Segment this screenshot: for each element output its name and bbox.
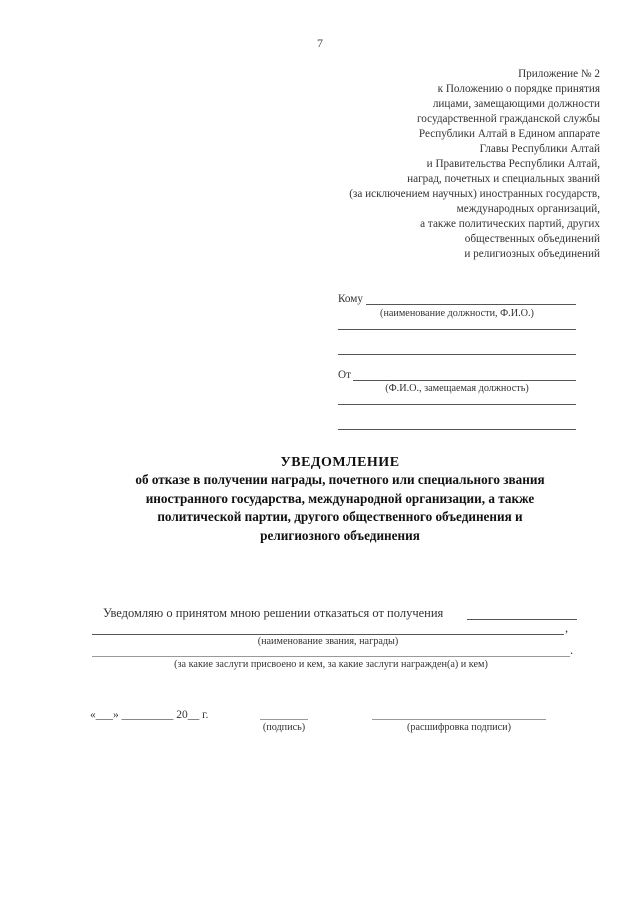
to-field-line-2[interactable] (338, 329, 576, 330)
from-label: От (338, 369, 351, 381)
signature-hint: (подпись) (262, 722, 306, 733)
body-period: . (570, 643, 574, 657)
title-sub-line: религиозного объединения (260, 527, 420, 543)
award-field-line[interactable] (467, 619, 577, 620)
appendix-line: наград, почетных и специальных званий (407, 173, 600, 185)
appendix-line: и Правительства Республики Алтай, (426, 158, 600, 170)
page-number: 7 (317, 36, 323, 50)
signature-decode-line[interactable] (372, 719, 546, 720)
from-field-line-2[interactable] (338, 404, 576, 405)
signature-decode-hint: (расшифровка подписи) (407, 722, 511, 733)
merits-field-line[interactable] (92, 656, 570, 657)
body-intro: Уведомляю о принятом мною решении отказаться от получения (103, 606, 444, 620)
appendix-line: международных организаций, (456, 203, 600, 215)
appendix-line: Приложение № 2 (518, 68, 600, 80)
appendix-line: общественных объединений (464, 233, 600, 245)
appendix-line: (за исключением научных) иностранных государств, (349, 188, 600, 200)
appendix-line: к Положению о порядке принятия (437, 83, 600, 95)
appendix-line: лицами, замещающими должности (432, 98, 600, 110)
to-hint: (наименование должности, Ф.И.О.) (380, 308, 534, 319)
from-field-line-3[interactable] (338, 429, 576, 430)
merits-hint: (за какие заслуги присвоено и кем, за какие заслуги награжден(а) и кем) (174, 659, 488, 670)
title-sub-line: об отказе в получении награды, почетного или специального звания (135, 472, 545, 487)
document-title (80, 455, 600, 545)
award-field-line-2[interactable] (92, 634, 564, 635)
award-hint: (наименование звания, награды) (257, 636, 399, 647)
date-field[interactable]: «___» _________ 20__ г. (90, 709, 209, 721)
title-sub-line: иностранного государства, международной организации, а также (145, 490, 535, 506)
appendix-line: Главы Республики Алтай (479, 143, 600, 155)
from-hint: (Ф.И.О., замещаемая должность) (385, 383, 529, 394)
appendix-line: а также политических партий, других (420, 218, 600, 230)
title-main: УВЕДОМЛЕНИЕ (280, 455, 400, 470)
appendix-header (280, 67, 600, 262)
to-field-line-3[interactable] (338, 354, 576, 355)
body-comma: , (565, 621, 569, 635)
to-field-line[interactable] (366, 304, 576, 305)
appendix-line: и религиозных объединений (464, 248, 600, 260)
title-sub-line: политической партии, другого общественного объединения и (157, 509, 523, 524)
appendix-line: Республики Алтай в Едином аппарате (418, 128, 600, 140)
signature-field-line[interactable] (260, 719, 308, 720)
appendix-line: государственной гражданской службы (416, 113, 600, 125)
to-label: Кому (338, 293, 363, 305)
from-field-line[interactable] (353, 380, 576, 381)
